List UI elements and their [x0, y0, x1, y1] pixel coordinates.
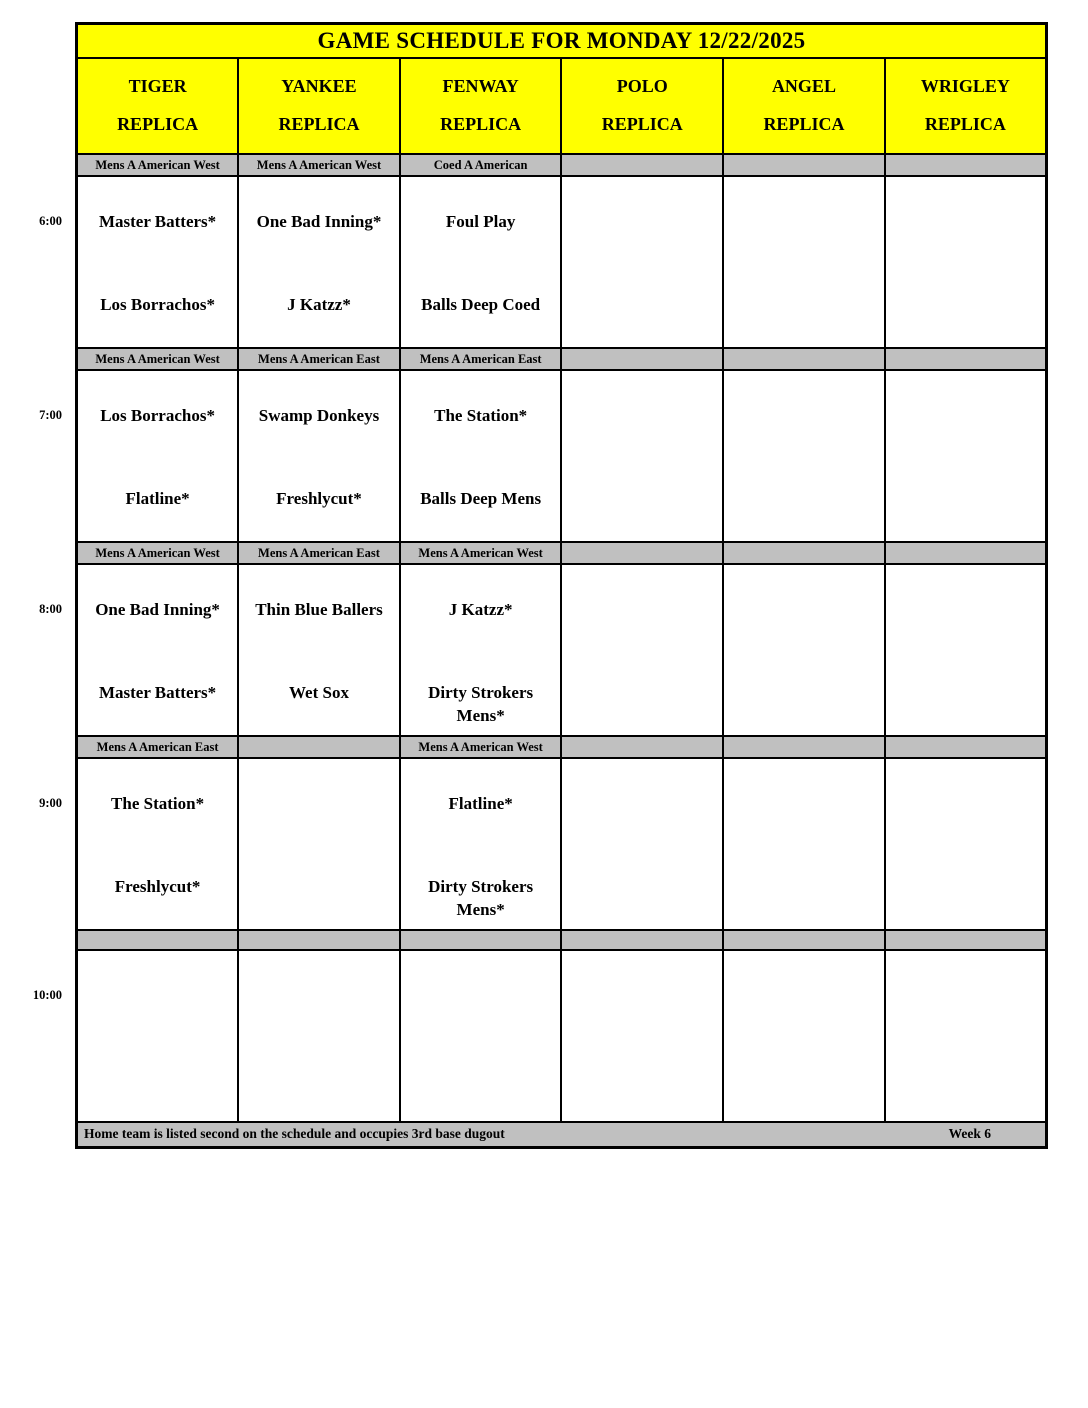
game-cell — [561, 758, 723, 930]
away-team: Thin Blue Ballers — [255, 599, 383, 619]
away-team: Master Batters* — [98, 211, 217, 231]
game-cell — [723, 950, 885, 1122]
game-cell — [238, 950, 400, 1122]
home-team: Wet Sox — [288, 682, 349, 702]
division-cell: Mens A American West — [77, 542, 239, 564]
game-row — [77, 950, 1047, 1122]
game-cell — [400, 370, 562, 542]
division-cell — [723, 930, 885, 950]
time-label: 8:00 — [39, 601, 62, 616]
field-type: REPLICA — [601, 114, 683, 134]
footer-note: Home team is listed second on the schedule and occupies 3rd base dugout — [84, 1126, 505, 1142]
division-cell — [561, 542, 723, 564]
game-cell — [885, 950, 1047, 1122]
division-cell — [885, 542, 1047, 564]
time-label: 10:00 — [32, 987, 62, 1002]
home-team: Balls Deep Coed — [421, 294, 541, 314]
game-cell — [885, 564, 1047, 736]
division-row — [77, 542, 1047, 564]
division-cell — [723, 154, 885, 176]
division-cell: Mens A American East — [77, 736, 239, 758]
game-cell — [723, 370, 885, 542]
field-header-wrigley — [885, 58, 1047, 154]
game-cell — [77, 176, 239, 348]
field-type: REPLICA — [117, 114, 199, 134]
division-cell — [723, 736, 885, 758]
game-row — [77, 758, 1047, 930]
home-team: Master Batters* — [98, 682, 217, 702]
away-team: Foul Play — [445, 211, 516, 231]
division-cell: Mens A American West — [400, 736, 562, 758]
away-team: One Bad Inning* — [95, 599, 220, 619]
week-label: Week 6 — [948, 1126, 991, 1142]
away-team: Flatline* — [448, 793, 513, 813]
division-row — [77, 348, 1047, 370]
game-cell — [723, 564, 885, 736]
game-cell — [561, 176, 723, 348]
field-name: ANGEL — [771, 76, 836, 96]
division-cell — [561, 348, 723, 370]
division-cell — [400, 930, 562, 950]
home-team: Flatline* — [125, 488, 190, 508]
division-cell — [885, 348, 1047, 370]
division-cell: Mens A American East — [238, 542, 400, 564]
game-cell — [77, 950, 239, 1122]
home-team: Los Borrachos* — [100, 294, 215, 314]
field-header-row — [77, 58, 1047, 154]
division-cell: Mens A American West — [238, 154, 400, 176]
game-cell — [77, 758, 239, 930]
away-team: The Station* — [434, 405, 528, 425]
field-name: TIGER — [128, 76, 187, 96]
division-cell — [238, 736, 400, 758]
game-cell — [238, 370, 400, 542]
field-header-angel — [723, 58, 885, 154]
division-cell — [561, 154, 723, 176]
game-cell — [885, 758, 1047, 930]
game-cell — [400, 950, 562, 1122]
division-cell: Mens A American West — [77, 154, 239, 176]
game-row — [77, 370, 1047, 542]
game-row — [77, 564, 1047, 736]
game-cell — [238, 176, 400, 348]
division-row — [77, 154, 1047, 176]
home-team: Freshlycut* — [276, 488, 362, 508]
time-label: 9:00 — [39, 795, 62, 810]
division-cell: Mens A American West — [400, 542, 562, 564]
division-cell — [238, 930, 400, 950]
away-team: One Bad Inning* — [256, 211, 382, 231]
division-cell — [885, 930, 1047, 950]
away-team: Swamp Donkeys — [258, 405, 380, 425]
game-cell — [77, 564, 239, 736]
game-cell — [885, 176, 1047, 348]
field-header-tiger — [77, 58, 239, 154]
schedule-table — [75, 22, 1048, 1149]
division-cell — [885, 736, 1047, 758]
division-cell — [561, 736, 723, 758]
division-cell: Mens A American East — [238, 348, 400, 370]
field-name: FENWAY — [442, 76, 519, 96]
time-label: 6:00 — [39, 213, 62, 228]
division-cell — [561, 930, 723, 950]
away-team: J Katzz* — [448, 599, 513, 619]
division-cell — [723, 542, 885, 564]
time-label: 7:00 — [39, 407, 62, 422]
game-row — [77, 176, 1047, 348]
division-cell — [885, 154, 1047, 176]
game-cell — [561, 564, 723, 736]
game-cell — [77, 370, 239, 542]
division-cell: Mens A American West — [77, 348, 239, 370]
game-cell — [238, 758, 400, 930]
field-type: REPLICA — [763, 114, 845, 134]
game-cell — [723, 758, 885, 930]
field-name: YANKEE — [281, 76, 357, 96]
home-team: Dirty Strokers Mens* — [428, 876, 534, 919]
field-type: REPLICA — [924, 114, 1006, 134]
page-title: GAME SCHEDULE FOR MONDAY 12/22/2025 — [77, 24, 1047, 58]
field-type: REPLICA — [440, 114, 522, 134]
game-cell — [400, 564, 562, 736]
away-team: Los Borrachos* — [100, 405, 215, 425]
field-header-polo — [561, 58, 723, 154]
field-header-yankee — [238, 58, 400, 154]
game-cell — [561, 950, 723, 1122]
field-name: WRIGLEY — [920, 76, 1010, 96]
footer-row — [77, 1122, 1047, 1148]
home-team: J Katzz* — [287, 294, 351, 314]
division-row — [77, 930, 1047, 950]
footer-bar — [77, 1122, 1047, 1148]
home-team: Balls Deep Mens — [420, 488, 542, 508]
game-cell — [885, 370, 1047, 542]
division-cell: Mens A American East — [400, 348, 562, 370]
division-cell — [723, 348, 885, 370]
home-team: Freshlycut* — [114, 876, 201, 896]
division-cell — [77, 930, 239, 950]
game-cell — [561, 370, 723, 542]
game-cell — [400, 758, 562, 930]
game-cell — [400, 176, 562, 348]
game-cell — [238, 564, 400, 736]
game-cell — [723, 176, 885, 348]
home-team: Dirty Strokers Mens* — [428, 682, 534, 725]
title-row — [77, 24, 1047, 58]
field-header-fenway — [400, 58, 562, 154]
field-type: REPLICA — [278, 114, 360, 134]
field-name: POLO — [616, 76, 668, 96]
away-team: The Station* — [111, 793, 205, 813]
division-row — [77, 736, 1047, 758]
division-cell: Coed A American — [400, 154, 562, 176]
